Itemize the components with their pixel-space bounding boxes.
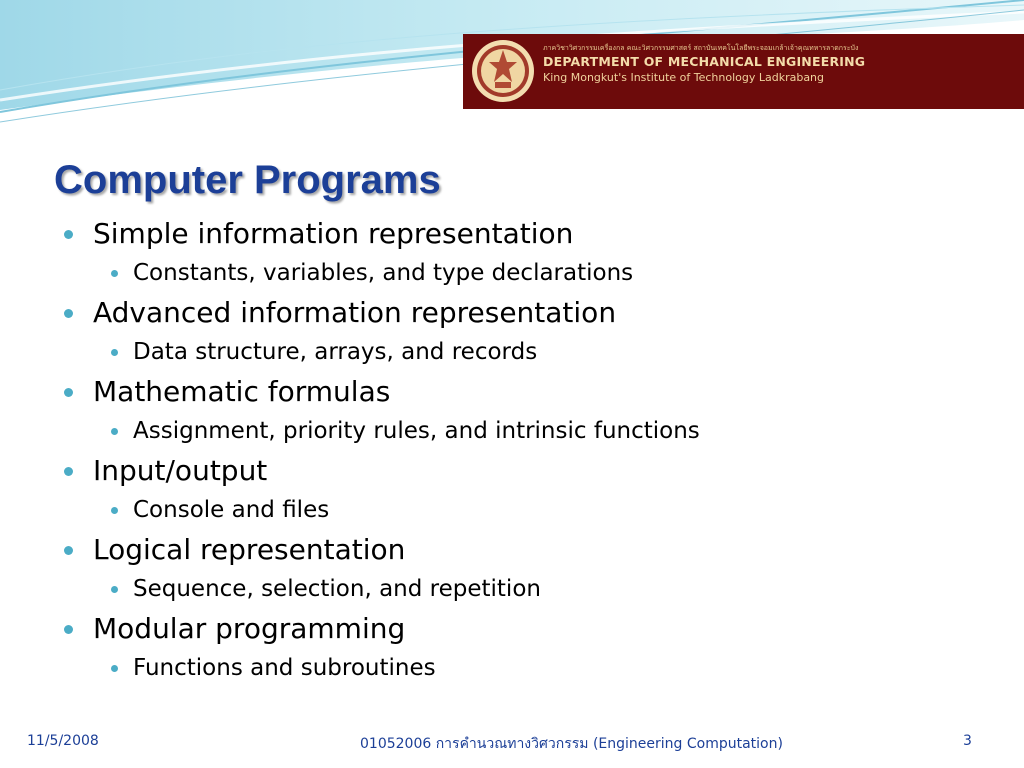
bullet-icon [64, 309, 73, 318]
bullet-icon [64, 467, 73, 476]
bullet-item [60, 530, 1000, 570]
sub-bullet-item [60, 649, 1000, 688]
bullet-item [60, 214, 1000, 254]
bullet-text: Input/output [93, 454, 268, 487]
bullet-text: Advanced information representation [93, 296, 617, 329]
bullet-list [60, 214, 1000, 688]
bullet-item [60, 372, 1000, 412]
sub-bullet-text: Constants, variables, and type declarations [133, 260, 634, 286]
footer-course-title: 01052006 การคำนวณทางวิศวกรรม (Engineering Computation) [360, 736, 783, 752]
bullet-item [60, 451, 1000, 491]
department-banner [463, 34, 1024, 109]
footer-date: 11/5/2008 [27, 733, 99, 749]
banner-department-name: DEPARTMENT OF MECHANICAL ENGINEERING [543, 54, 866, 69]
bullet-text: Simple information representation [93, 217, 574, 250]
sub-bullet-icon [111, 665, 118, 672]
bullet-icon [64, 388, 73, 397]
sub-bullet-text: Assignment, priority rules, and intrinsic functions [133, 418, 700, 444]
sub-bullet-text: Data structure, arrays, and records [133, 339, 538, 365]
university-seal-logo [471, 38, 535, 104]
bullet-text: Modular programming [93, 612, 406, 645]
sub-bullet-text: Functions and subroutines [133, 655, 436, 681]
sub-bullet-item [60, 570, 1000, 609]
banner-institute-name: King Mongkut's Institute of Technology Ladkrabang [543, 71, 825, 84]
sub-bullet-icon [111, 507, 118, 514]
slide-number: 3 [963, 733, 972, 749]
sub-bullet-text: Console and files [133, 497, 330, 523]
bullet-text: Logical representation [93, 533, 406, 566]
sub-bullet-icon [111, 349, 118, 356]
sub-bullet-text: Sequence, selection, and repetition [133, 576, 541, 602]
banner-thai-text: ภาควิชาวิศวกรรมเครื่องกล คณะวิศวกรรมศาสตร์ สถาบันเทคโนโลยีพระจอมเกล้าเจ้าคุณทหารลาดกระบัง [543, 44, 859, 52]
bullet-icon [64, 546, 73, 555]
bullet-item [60, 609, 1000, 649]
bullet-icon [64, 625, 73, 634]
bullet-text: Mathematic formulas [93, 375, 391, 408]
bullet-item [60, 293, 1000, 333]
sub-bullet-item [60, 412, 1000, 451]
sub-bullet-item [60, 491, 1000, 530]
sub-bullet-icon [111, 428, 118, 435]
sub-bullet-icon [111, 270, 118, 277]
slide-title: Computer Programs [54, 158, 441, 202]
sub-bullet-item [60, 333, 1000, 372]
sub-bullet-icon [111, 586, 118, 593]
bullet-icon [64, 230, 73, 239]
sub-bullet-item [60, 254, 1000, 293]
